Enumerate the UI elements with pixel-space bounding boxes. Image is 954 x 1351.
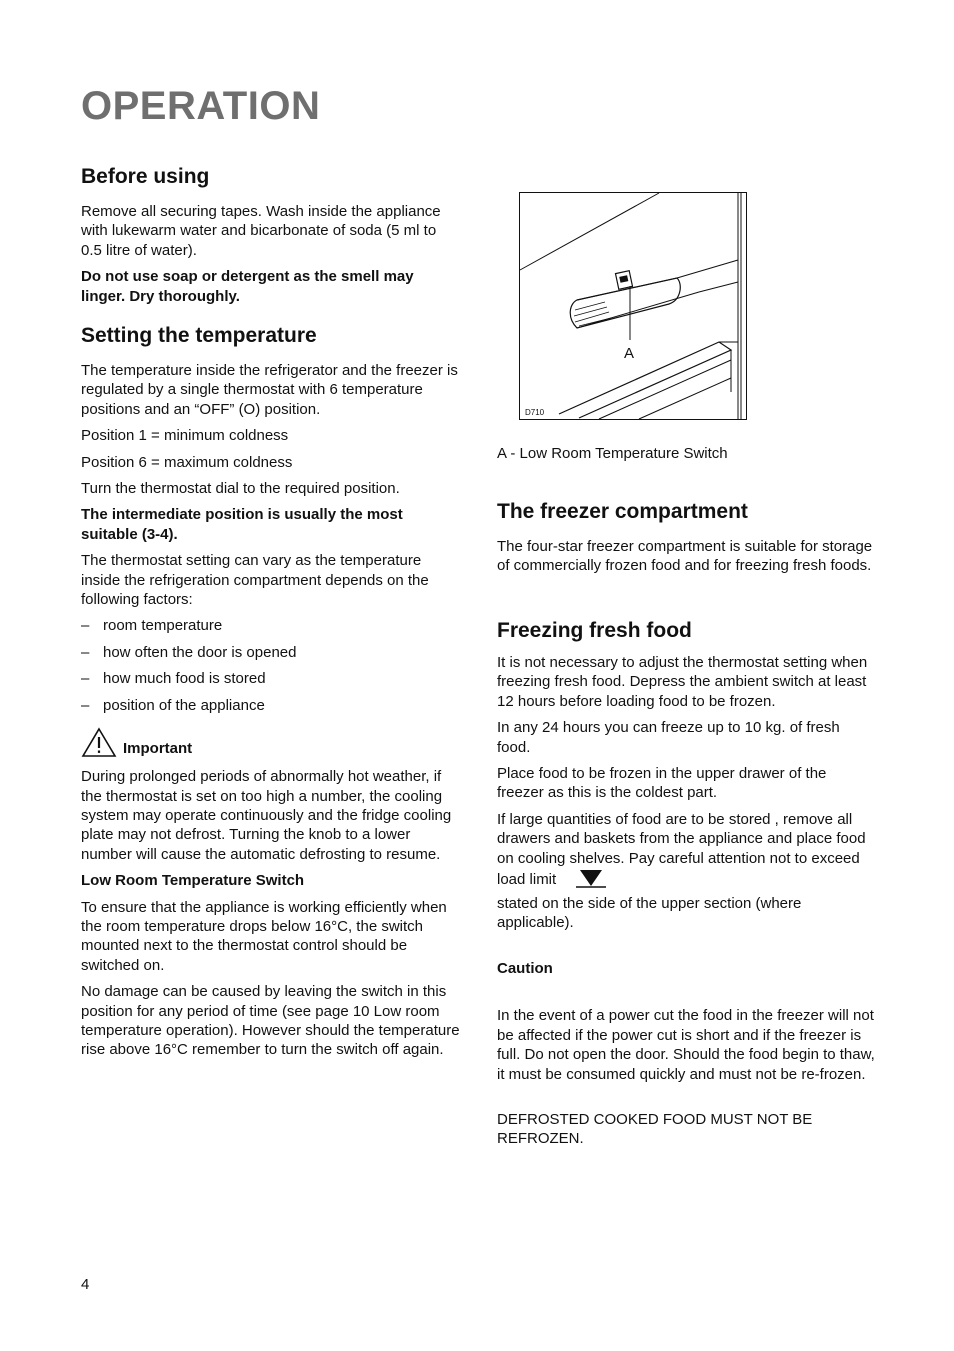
before-using-section <box>81 202 461 313</box>
freezing-text-3: Place food to be frozen in the upper drawer of the freezer as this is the coldest part. <box>497 765 827 802</box>
low-room-temp-subheading: Low Room Temperature Switch <box>81 872 305 890</box>
thermostat-factors-intro: The thermostat setting can vary as the temperature inside the refrigeration compartment depends on the following factors: <box>81 552 429 609</box>
switch-illustration <box>519 192 747 420</box>
defrosted-warning: DEFROSTED COOKED FOOD MUST NOT BE REFROZEN. <box>497 1110 813 1148</box>
page-number: 4 <box>81 1276 90 1293</box>
list-item: – position of the appliance <box>81 696 265 714</box>
freezer-compartment-text: The four-star freezer compartment is suitable for storage of commercially frozen food and for freezing fresh foods. <box>497 538 873 575</box>
before-using-heading: Before using <box>81 165 210 188</box>
before-using-warning: Do not use soap or detergent as the smell may linger. Dry thoroughly. <box>81 268 414 305</box>
position-min: Position 1 = minimum coldness <box>81 427 289 445</box>
page-title: OPERATION <box>81 84 321 128</box>
low-room-temp-text: To ensure that the appliance is working efficiently when the room temperature drops below 16°C, the switch mounted next to the thermostat control should be switched on. <box>81 898 447 974</box>
setting-temperature-heading: Setting the temperature <box>81 324 317 347</box>
important-label-row <box>81 727 461 758</box>
list-item: – how often the door is opened <box>81 643 297 661</box>
freezing-fresh-food-heading: Freezing fresh food <box>497 619 692 642</box>
freezing-fresh-food-section <box>497 653 877 1156</box>
figure-code: D710 <box>525 408 545 417</box>
freezing-text-4: If large quantities of food are to be stored , remove all drawers and baskets from the appliance and place food on cooling shelves. Pay careful attention not to exceed load limit <box>497 810 866 889</box>
list-item: – how much food is stored <box>81 670 266 688</box>
appliance-drawing <box>519 192 747 420</box>
intermediate-position-note: The intermediate position is usually the most suitable (3-4). <box>81 506 403 543</box>
warning-icon <box>81 727 117 758</box>
list-item: – room temperature <box>81 617 223 635</box>
setting-temperature-section <box>81 361 461 1067</box>
freezing-text-5: stated on the side of the upper section (where applicable). <box>497 895 802 932</box>
factors-list <box>81 616 461 715</box>
low-room-temp-note: No damage can be caused by leaving the switch in this position for any period of time (see page 10 Low room temperature operation). However should the temperature rise above 16°C remember to turn the switch off again. <box>81 983 460 1059</box>
freezer-compartment-section <box>497 537 877 583</box>
before-using-text: Remove all securing tapes. Wash inside the appliance with lukewarm water and bicarbonate of soda (5 ml to 0.5 litre of water). <box>81 203 441 259</box>
freezing-text-2: In any 24 hours you can freeze up to 10 kg. of fresh food. <box>497 719 840 756</box>
thermostat-description: The temperature inside the refrigerator and the freezer is regulated by a single thermostat with 6 temperature positions and an “OFF” (O) position. <box>81 362 458 418</box>
load-limit-icon <box>574 868 608 890</box>
important-text: During prolonged periods of abnormally hot weather, if the thermostat is set on too high a number, the cooling system may operate continuously and the fridge cooling plate may not defrost. Turning the knob to a lower number will cause the automatic defrosting to resume. <box>81 768 452 863</box>
figure-label-a: A <box>624 345 635 362</box>
caution-text: In the event of a power cut the food in the freezer will not be affected if the power cut is short and if the freezer is full. Do not open the door. Should the food begin to thaw, it must be consumed quickly and must not be re-frozen. <box>497 1007 875 1083</box>
important-label: Important <box>123 739 193 757</box>
figure-caption: A - Low Room Temperature Switch <box>497 445 728 462</box>
freezing-text-1: It is not necessary to adjust the thermostat setting when freezing fresh food. Depress the ambient switch at least 12 hours before loading food to be frozen. <box>497 654 868 710</box>
turn-dial-instruction: Turn the thermostat dial to the required position. <box>81 480 400 498</box>
position-max: Position 6 = maximum coldness <box>81 453 293 471</box>
freezer-compartment-heading: The freezer compartment <box>497 500 748 523</box>
caution-label: Caution <box>497 959 553 977</box>
